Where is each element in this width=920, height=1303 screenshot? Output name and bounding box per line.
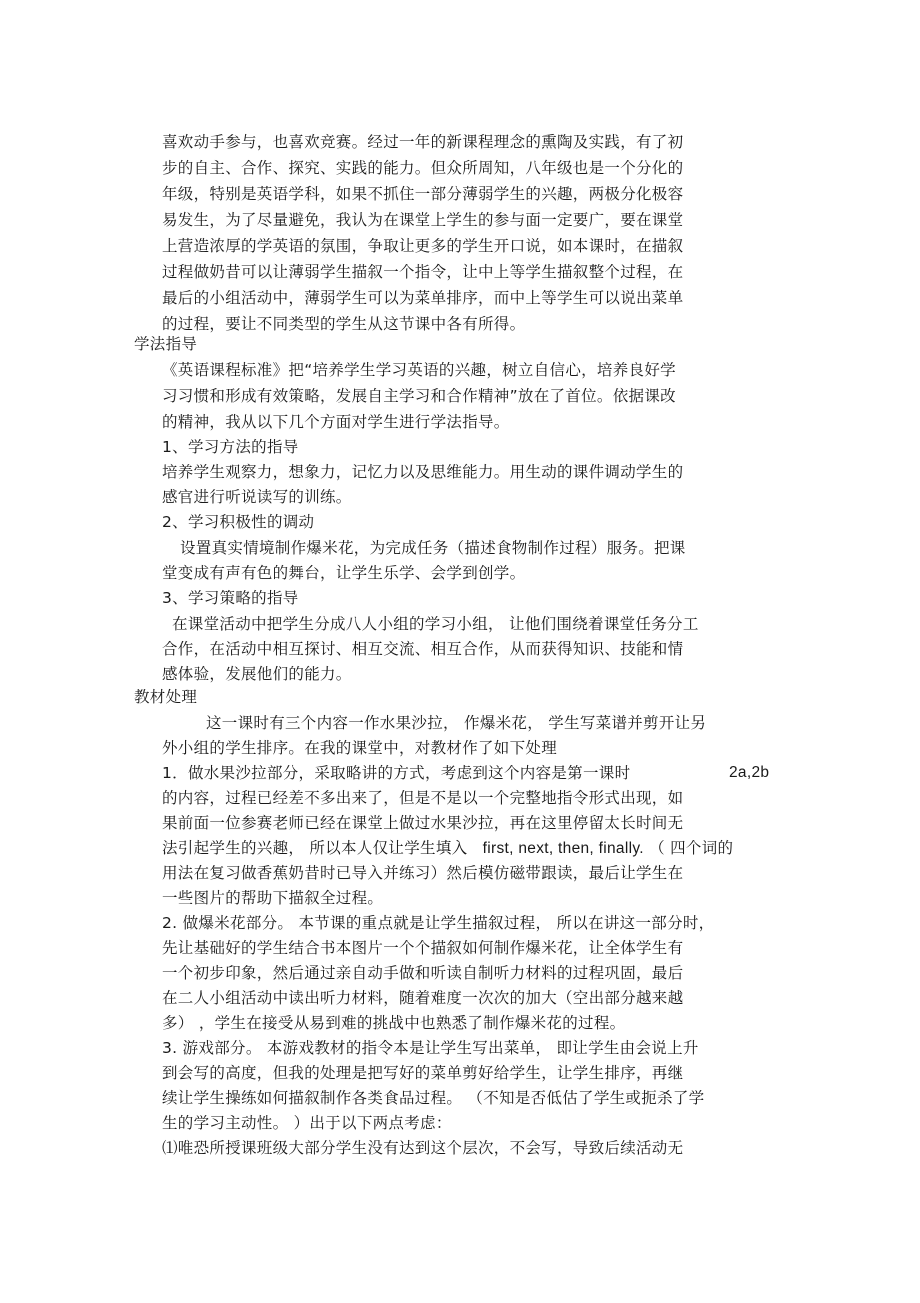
study-guide-intro-line: 《英语课程标准》把“培养学生学习英语的兴趣，树立自信心，培养良好学 <box>162 361 676 379</box>
sequence-words: first, next, then, finally. <box>482 840 644 857</box>
popcorn-line: 多） ，学生在接受从易到难的挑战中也熟悉了制作爆米花的过程。 <box>162 1014 626 1032</box>
motivation-line: 堂变成有声有色的舞台，让学生乐学、会学到创学。 <box>162 564 526 582</box>
intro-line: 年级，特别是英语学科，如果不抓住一部分薄弱学生的兴趣，两极分化极容 <box>162 185 684 203</box>
game-line: 生的学习主动性。 ）出于以下两点考虑： <box>162 1114 452 1132</box>
material-heading: 教材处理 <box>134 688 198 706</box>
motivation-line: 设置真实情境制作爆米花，为完成任务（描述食物制作过程）服务。把课 <box>180 539 686 557</box>
strategy-line: 感体验，发展他们的能力。 <box>162 665 352 683</box>
strategy-line: 合作，在活动中相互探讨、相互交流、相互合作，从而获得知识、技能和情 <box>162 640 684 658</box>
study-guide-heading: 学法指导 <box>134 335 198 353</box>
study-method-line: 感官进行听说读写的训练。 <box>162 488 352 506</box>
fruit-salad-line: 果前面一位参赛老师已经在课堂上做过水果沙拉，再在这里停留太长时间无 <box>162 814 684 832</box>
fruit-salad-ref: 2a,2b <box>729 764 770 781</box>
popcorn-line: 在二人小组活动中读出听力材料，随着难度一次次的加大（空出部分越来越 <box>162 989 684 1007</box>
study-guide-intro-line: 习习惯和形成有效策略，发展自主学习和合作精神”放在了首位。依据课改 <box>162 387 676 405</box>
game-line: 3. 游戏部分。 本游戏教材的指令本是让学生写出菜单， 即让学生由会说上升 <box>162 1039 699 1057</box>
fruit-salad-post: （ 四个词的 <box>649 839 734 857</box>
fruit-salad-line <box>162 838 733 859</box>
popcorn-line: 先让基础好的学生结合书本图片一个个描叙如何制作爆米花，让全体学生有 <box>162 939 684 957</box>
intro-line: 喜欢动手参与，也喜欢竞赛。经过一年的新课程理念的熏陶及实践，有了初 <box>162 133 684 151</box>
intro-line: 上营造浓厚的学英语的氛围，争取让更多的学生开口说，如本课时，在描叙 <box>162 237 684 255</box>
material-intro-line: 外小组的学生排序。在我的课堂中，对教材作了如下处理 <box>162 739 558 757</box>
study-method-line: 培养学生观察力，想象力，记忆力以及思维能力。用生动的课件调动学生的 <box>162 463 684 481</box>
game-line: 续让学生操练如何描叙制作各类食品过程。 （不知是否低估了学生或扼杀了学 <box>162 1089 705 1107</box>
fruit-salad-line: 用法在复习做香蕉奶昔时已导入并练习）然后模仿磁带跟读，最后让学生在 <box>162 864 684 882</box>
game-line: ⑴唯恐所授课班级大部分学生没有达到这个层次，不会写，导致后续活动无 <box>162 1139 684 1157</box>
intro-line: 步的自主、合作、探究、实践的能力。但众所周知，八年级也是一个分化的 <box>162 159 684 177</box>
intro-line: 的过程，要让不同类型的学生从这节课中各有所得。 <box>162 315 526 333</box>
fruit-salad-line: 1．做水果沙拉部分，采取略讲的方式，考虑到这个内容是第一课时 <box>162 764 631 782</box>
popcorn-line: 一个初步印象，然后通过亲自动手做和听读自制听力材料的过程巩固，最后 <box>162 964 684 982</box>
strategy-title: 3、学习策略的指导 <box>162 589 299 607</box>
fruit-salad-line: 的内容，过程已经差不多出来了，但是不是以一个完整地指令形式出现，如 <box>162 789 684 807</box>
intro-line: 过程做奶昔可以让薄弱学生描叙一个指令，让中上等学生描叙整个过程，在 <box>162 263 684 281</box>
strategy-line: 在课堂活动中把学生分成八人小组的学习小组， 让他们围绕着课堂任务分工 <box>172 615 699 633</box>
intro-line: 易发生，为了尽量避免，我认为在课堂上学生的参与面一定要广，要在课堂 <box>162 211 684 229</box>
study-guide-intro-line: 的精神，我从以下几个方面对学生进行学法指导。 <box>162 413 510 431</box>
material-intro-line: 这一课时有三个内容一作水果沙拉， 作爆米花， 学生写菜谱并剪开让另 <box>206 714 707 732</box>
fruit-salad-pre: 法引起学生的兴趣， 所以本人仅让学生填入 <box>162 839 468 857</box>
popcorn-line: 2. 做爆米花部分。 本节课的重点就是让学生描叙过程， 所以在讲这一部分时， <box>162 914 715 932</box>
game-line: 到会写的高度，但我的处理是把写好的菜单剪好给学生，让学生排序，再继 <box>162 1064 684 1082</box>
fruit-salad-line: 一些图片的帮助下描叙全过程。 <box>162 889 384 907</box>
motivation-title: 2、学习积极性的调动 <box>162 513 315 531</box>
study-method-title: 1、学习方法的指导 <box>162 438 299 456</box>
intro-line: 最后的小组活动中，薄弱学生可以为菜单排序，而中上等学生可以说出菜单 <box>162 289 684 307</box>
